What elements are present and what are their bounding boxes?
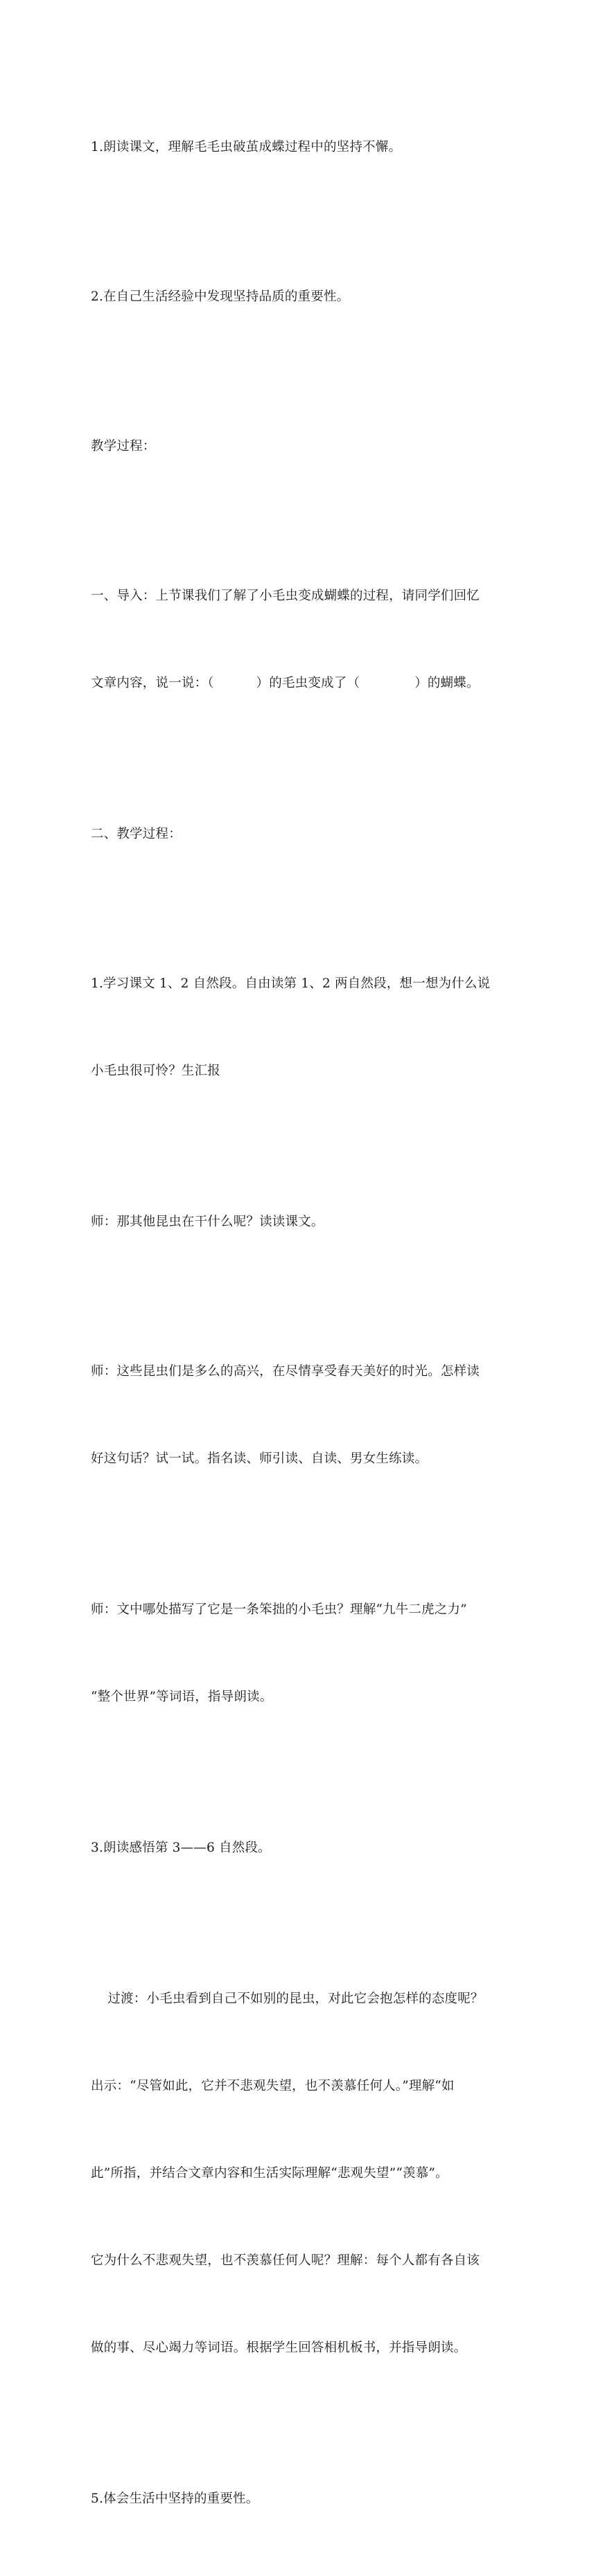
section-2-heading — [91, 762, 507, 907]
text-line: “整个世界”等词语，指导朗读。 — [91, 1690, 273, 1704]
teacher-question-2 — [91, 1299, 507, 1532]
text-line: 1.朗读课文，理解毛毛虫破茧成蝶过程中的坚持不懈。 — [91, 140, 402, 154]
step-1-paragraph — [91, 911, 507, 1144]
text-line: 此”所指，并结合文章内容和生活实际理解“悲观失望”“羡慕”。 — [91, 2166, 448, 2181]
text-line: 师：这些昆虫们是多么的高兴，在尽情享受春天美好的时光。怎样读 — [91, 1364, 480, 1379]
text-line: 教学过程： — [91, 439, 156, 454]
teacher-question-1 — [91, 1150, 507, 1295]
text-line: 文章内容，说一说：（ ）的毛虫变成了（ ）的蝴蝶。 — [91, 676, 480, 690]
teaching-goal-2 — [91, 224, 507, 370]
teaching-process-heading — [91, 374, 507, 519]
text-line: 1.学习课文 1、2 自然段。自由读第 1、2 两自然段，想一想为什么说 — [91, 976, 491, 991]
text-line: 3.朗读感悟第 3——6 自然段。 — [91, 1841, 271, 1855]
text-line: 做的事、尽心竭力等词语。根据学生回答相机板书，并指导朗读。 — [91, 2341, 467, 2355]
text-line: 过渡：小毛虫看到自己不如别的昆虫，对此它会抱怎样的态度呢？ — [91, 1992, 484, 2006]
text-line: 二、教学过程： — [91, 827, 182, 841]
lesson-plan-text — [91, 75, 507, 2576]
text-line: 2.在自己生活经验中发现坚持品质的重要性。 — [91, 289, 350, 304]
text-line: 5.体会生活中坚持的重要性。 — [91, 2492, 259, 2506]
text-line: 师：文中哪处描写了它是一条笨拙的小毛虫？理解“九牛二虎之力” — [91, 1602, 467, 1617]
text-line: 小毛虫很可怜？生汇报 — [91, 1064, 221, 1078]
transition-paragraph — [91, 1926, 507, 2421]
teacher-question-3 — [91, 1537, 507, 1770]
teaching-goal-1 — [91, 75, 507, 220]
text-line: 好这句话？试一试。指名读、师引读、自读、男女生练读。 — [91, 1451, 428, 1466]
introduction-paragraph — [91, 524, 507, 756]
text-line: 一、导入：上节课我们了解了小毛虫变成蝴蝶的过程，请同学们回忆 — [91, 589, 480, 603]
text-line: 它为什么不悲观失望，也不羡慕任何人呢？理解：每个人都有各自该 — [91, 2253, 480, 2268]
text-line: 出示：“尽管如此，它并不悲观失望，也不羡慕任何人。”理解“如 — [91, 2079, 455, 2093]
step-5-heading — [91, 2426, 507, 2572]
text-line: 师：那其他昆虫在干什么呢？读读课文。 — [91, 1215, 324, 1229]
step-3-heading — [91, 1776, 507, 1921]
